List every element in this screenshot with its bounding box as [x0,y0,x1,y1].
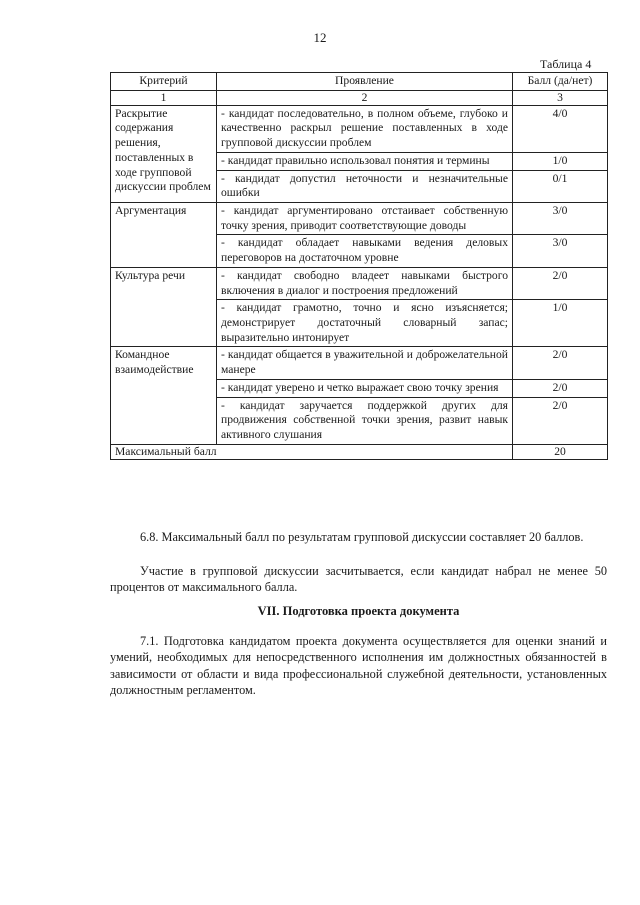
score-cell: 3/0 [513,235,608,267]
table-row [111,202,608,234]
table-header-row [111,73,608,91]
manifestation-cell: - кандидат общается в уважительной и доброжелательной манере [217,347,513,379]
table-row [111,105,608,152]
column-numbering-row [111,90,608,105]
max-score-row [111,444,608,460]
score-cell: 1/0 [513,152,608,170]
paragraph-6-8: 6.8. Максимальный балл по результатам групповой дискуссии составляет 20 баллов. [140,530,584,544]
manifestation-cell: - кандидат последовательно, в полном объеме, глубоко и качественно раскрыл решение поставленных в ходе групповой дискуссии проблем [217,105,513,152]
table-caption: Таблица 4 [540,57,592,71]
table-row [111,267,608,299]
page-number: 12 [313,30,327,45]
criteria-table [110,72,608,460]
header-manifestation: Проявление [217,73,513,91]
paragraph-participation: Участие в групповой дискуссии засчитывается, если кандидат набрал не менее 50 процентов от максимального балла. [110,564,607,595]
score-cell: 2/0 [513,347,608,379]
manifestation-cell: - кандидат обладает навыками ведения деловых переговоров на достаточном уровне [217,235,513,267]
max-score-label: Максимальный балл [111,444,513,460]
manifestation-cell: - кандидат заручается поддержкой других для продвижения собственной точки зрения, развит навык активного слушания [217,397,513,444]
table-row [111,347,608,379]
manifestation-cell: - кандидат аргументировано отстаивает собственную точку зрения, приводит соответствующие доводы [217,202,513,234]
max-score-value: 20 [513,444,608,460]
manifestation-cell: - кандидат грамотно, точно и ясно изъясняется; демонстрирует достаточный словарный запас; выразительно интонирует [217,300,513,347]
manifestation-cell: - кандидат допустил неточности и незначительные ошибки [217,170,513,202]
score-cell: 2/0 [513,267,608,299]
header-score: Балл (да/нет) [513,73,608,91]
score-cell: 3/0 [513,202,608,234]
column-number: 1 [111,90,217,105]
header-criterion: Критерий [111,73,217,91]
paragraph-7-1: 7.1. Подготовка кандидатом проекта документа осуществляется для оценки знаний и умений, необходимых для непосредственного исполнения им должностных обязанностей в зависимости от области и вида профессиональной служебной деятельности, установленных должностным регламентом. [110,634,607,698]
manifestation-cell: - кандидат свободно владеет навыками быстрого включения в диалог и построения предложений [217,267,513,299]
manifestation-cell: - кандидат уверено и четко выражает свою точку зрения [217,379,513,397]
score-cell: 0/1 [513,170,608,202]
column-number: 3 [513,90,608,105]
column-number: 2 [217,90,513,105]
criterion-cell: Аргументация [111,202,217,267]
criterion-cell: Командное взаимодействие [111,347,217,444]
score-cell: 4/0 [513,105,608,152]
score-cell: 1/0 [513,300,608,347]
criterion-cell: Раскрытие содержания решения, поставленных в ходе групповой дискуссии проблем [111,105,217,202]
criterion-cell: Культура речи [111,267,217,347]
manifestation-cell: - кандидат правильно использовал понятия и термины [217,152,513,170]
score-cell: 2/0 [513,397,608,444]
section-title: VII. Подготовка проекта документа [257,604,460,618]
score-cell: 2/0 [513,379,608,397]
